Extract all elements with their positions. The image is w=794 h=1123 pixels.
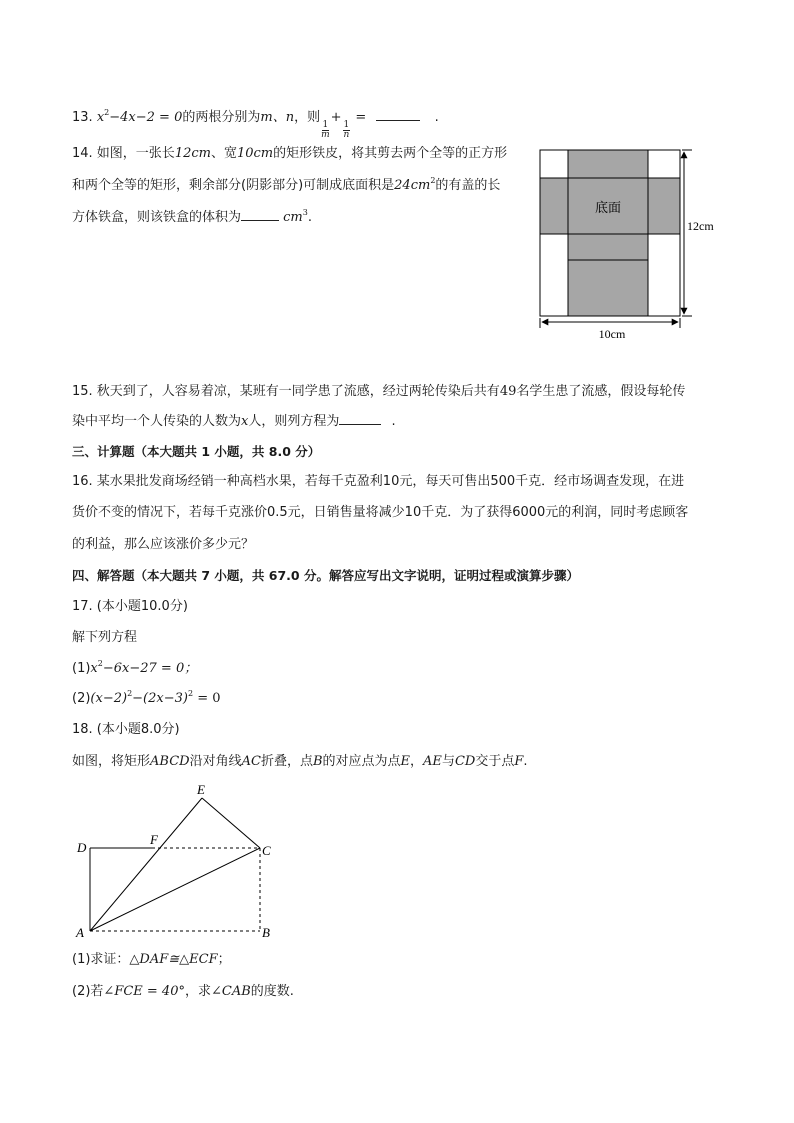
math-label: F	[514, 754, 524, 769]
question-text: 的矩形铁皮，将其剪去两个全等的正方形	[273, 146, 508, 161]
question-18-stem	[72, 753, 528, 771]
point-label-B: B	[262, 925, 270, 940]
question-text: 折叠，点	[260, 754, 313, 769]
net-lid	[568, 260, 648, 316]
folded-rectangle-figure	[70, 782, 290, 942]
question-text: 的两根分别为	[182, 110, 261, 125]
question-18-part-2	[72, 983, 294, 1001]
punctuation: ；	[217, 952, 231, 967]
question-text: 名学生患了流感，假设每轮传	[516, 384, 686, 399]
exponent: 2	[127, 689, 133, 698]
equals-sign: =	[355, 110, 367, 125]
question-text: 方体铁盒，则该铁盒的体积为	[72, 210, 242, 225]
question-text: 交于点	[475, 754, 515, 769]
numerator: 1	[322, 120, 329, 130]
question-text: ，	[410, 754, 424, 769]
question-13	[72, 108, 439, 140]
math-label: AC	[241, 754, 261, 769]
equation-part: −(2x−3)	[132, 691, 188, 706]
width-label: 10cm	[598, 327, 626, 341]
question-15-line-1	[72, 383, 685, 401]
question-text: 、宽	[210, 146, 237, 161]
period: .	[391, 414, 396, 429]
question-text: 如图，将矩形	[72, 754, 151, 769]
question-text: 15. 秋天到了，人容易着凉，某班有一同学患了流感，经过两轮传染后共有	[72, 384, 500, 399]
math-statement: ∠FCE = 40°	[103, 984, 185, 999]
question-text: 人，则列方程为	[248, 414, 340, 429]
question-text: 的度数.	[250, 984, 294, 999]
question-14-line-2	[72, 177, 500, 195]
section-3-heading: 三、计算题（本大题共 1 小题，共 8.0 分）	[72, 444, 321, 459]
math-label: CD	[454, 754, 476, 769]
question-16-line-1: 16. 某水果批发商场经销一种高档水果，若每千克盈利10元，每天可售出500千克．经市场调查发现，在进	[72, 474, 685, 489]
question-text: 与	[441, 754, 455, 769]
question-17-part-1	[72, 660, 197, 678]
question-text: ，求	[184, 984, 211, 999]
area-value: 24cm	[394, 178, 431, 193]
question-15-line-2	[72, 412, 396, 431]
diagonal-AC	[90, 848, 260, 931]
plus-sign: +	[330, 110, 342, 125]
question-16-line-2: 货价不变的情况下，若每千克涨价0.5元，日销售量将减少10千克．为了获得6000元的利润，同时考虑顾客	[72, 505, 689, 520]
equation-part: (x−2)	[90, 691, 128, 706]
net-lower-strip	[568, 234, 648, 260]
exponent: 2	[430, 176, 436, 185]
question-text: 沿对角线	[189, 754, 242, 769]
numerator: 1	[343, 120, 350, 130]
length-value: 12cm	[174, 146, 211, 161]
exponent: 2	[104, 108, 110, 117]
part-label: (1)	[72, 661, 91, 676]
fraction-1-over-m	[321, 121, 330, 140]
math-label: AE	[423, 754, 442, 769]
variable: x	[241, 414, 249, 429]
question-17-part-2	[72, 690, 221, 708]
unit: cm	[283, 210, 303, 225]
question-18-part-1	[72, 951, 231, 969]
exponent: 2	[187, 689, 194, 698]
section-4-heading: 四、解答题（本大题共 7 小题，共 67.0 分。解答应写出文字说明，证明过程或演算步骤）	[72, 568, 579, 583]
question-17-header: 17. (本小题10.0分)	[72, 599, 188, 614]
height-label: 12cm	[687, 219, 714, 233]
point-label-F: F	[150, 832, 158, 847]
answer-blank[interactable]	[339, 412, 381, 425]
question-text: 和两个全等的矩形，剩余部分(阴影部分)可制成底面积是	[72, 178, 395, 193]
sheet-metal-figure	[532, 146, 732, 346]
equation-part: x	[96, 110, 105, 125]
equation-part: −4x−2 = 0	[109, 110, 183, 125]
question-17-prompt: 解下列方程	[72, 630, 138, 645]
denominator: n	[343, 130, 350, 140]
answer-blank[interactable]	[376, 108, 420, 121]
equation-part: = 0	[193, 691, 221, 706]
denominator: m	[321, 130, 330, 140]
point-label-E: E	[197, 782, 205, 797]
part-label: (2)若	[72, 984, 104, 999]
period: .	[307, 210, 312, 225]
fraction-1-over-n	[343, 121, 351, 140]
period: .	[434, 110, 439, 125]
question-text: ，则	[294, 110, 321, 125]
base-label: 底面	[594, 200, 622, 215]
point-label-C: C	[262, 843, 271, 858]
math-label: ABCD	[150, 754, 190, 769]
segment-EC	[202, 798, 260, 848]
question-18-header: 18. (本小题8.0分)	[72, 722, 180, 737]
part-label: (1)求证：	[72, 952, 130, 967]
student-count: 49	[499, 384, 517, 399]
period: .	[523, 754, 528, 769]
question-text: 14. 如图，一张长	[72, 146, 175, 161]
math-label: B	[312, 754, 323, 769]
question-text: 染中平均一个人传染的人数为	[72, 414, 242, 429]
point-label-A: A	[76, 925, 84, 940]
net-top-strip	[568, 150, 648, 178]
equation-part: −6x−27 = 0；	[102, 661, 198, 676]
math-statement: △DAF≅△ECF	[129, 952, 218, 967]
variables: m、n	[260, 110, 295, 125]
exponent: 3	[302, 208, 308, 217]
question-text: 的有盖的长	[435, 178, 501, 193]
equation-part: x	[90, 661, 98, 676]
math-statement: ∠CAB	[211, 984, 251, 999]
point-label-D: D	[77, 840, 87, 855]
answer-blank[interactable]	[241, 208, 279, 221]
question-14-line-1	[72, 145, 507, 163]
question-number: 13.	[72, 110, 93, 125]
question-16-line-3: 的利益，那么应该涨价多少元？	[72, 537, 255, 552]
width-value: 10cm	[236, 146, 274, 161]
exponent: 2	[97, 659, 103, 668]
math-label: E	[400, 754, 411, 769]
question-14-line-3	[72, 208, 312, 227]
question-text: 的对应点为点	[322, 754, 401, 769]
part-label: (2)	[72, 691, 91, 706]
segment-AE	[90, 798, 202, 931]
